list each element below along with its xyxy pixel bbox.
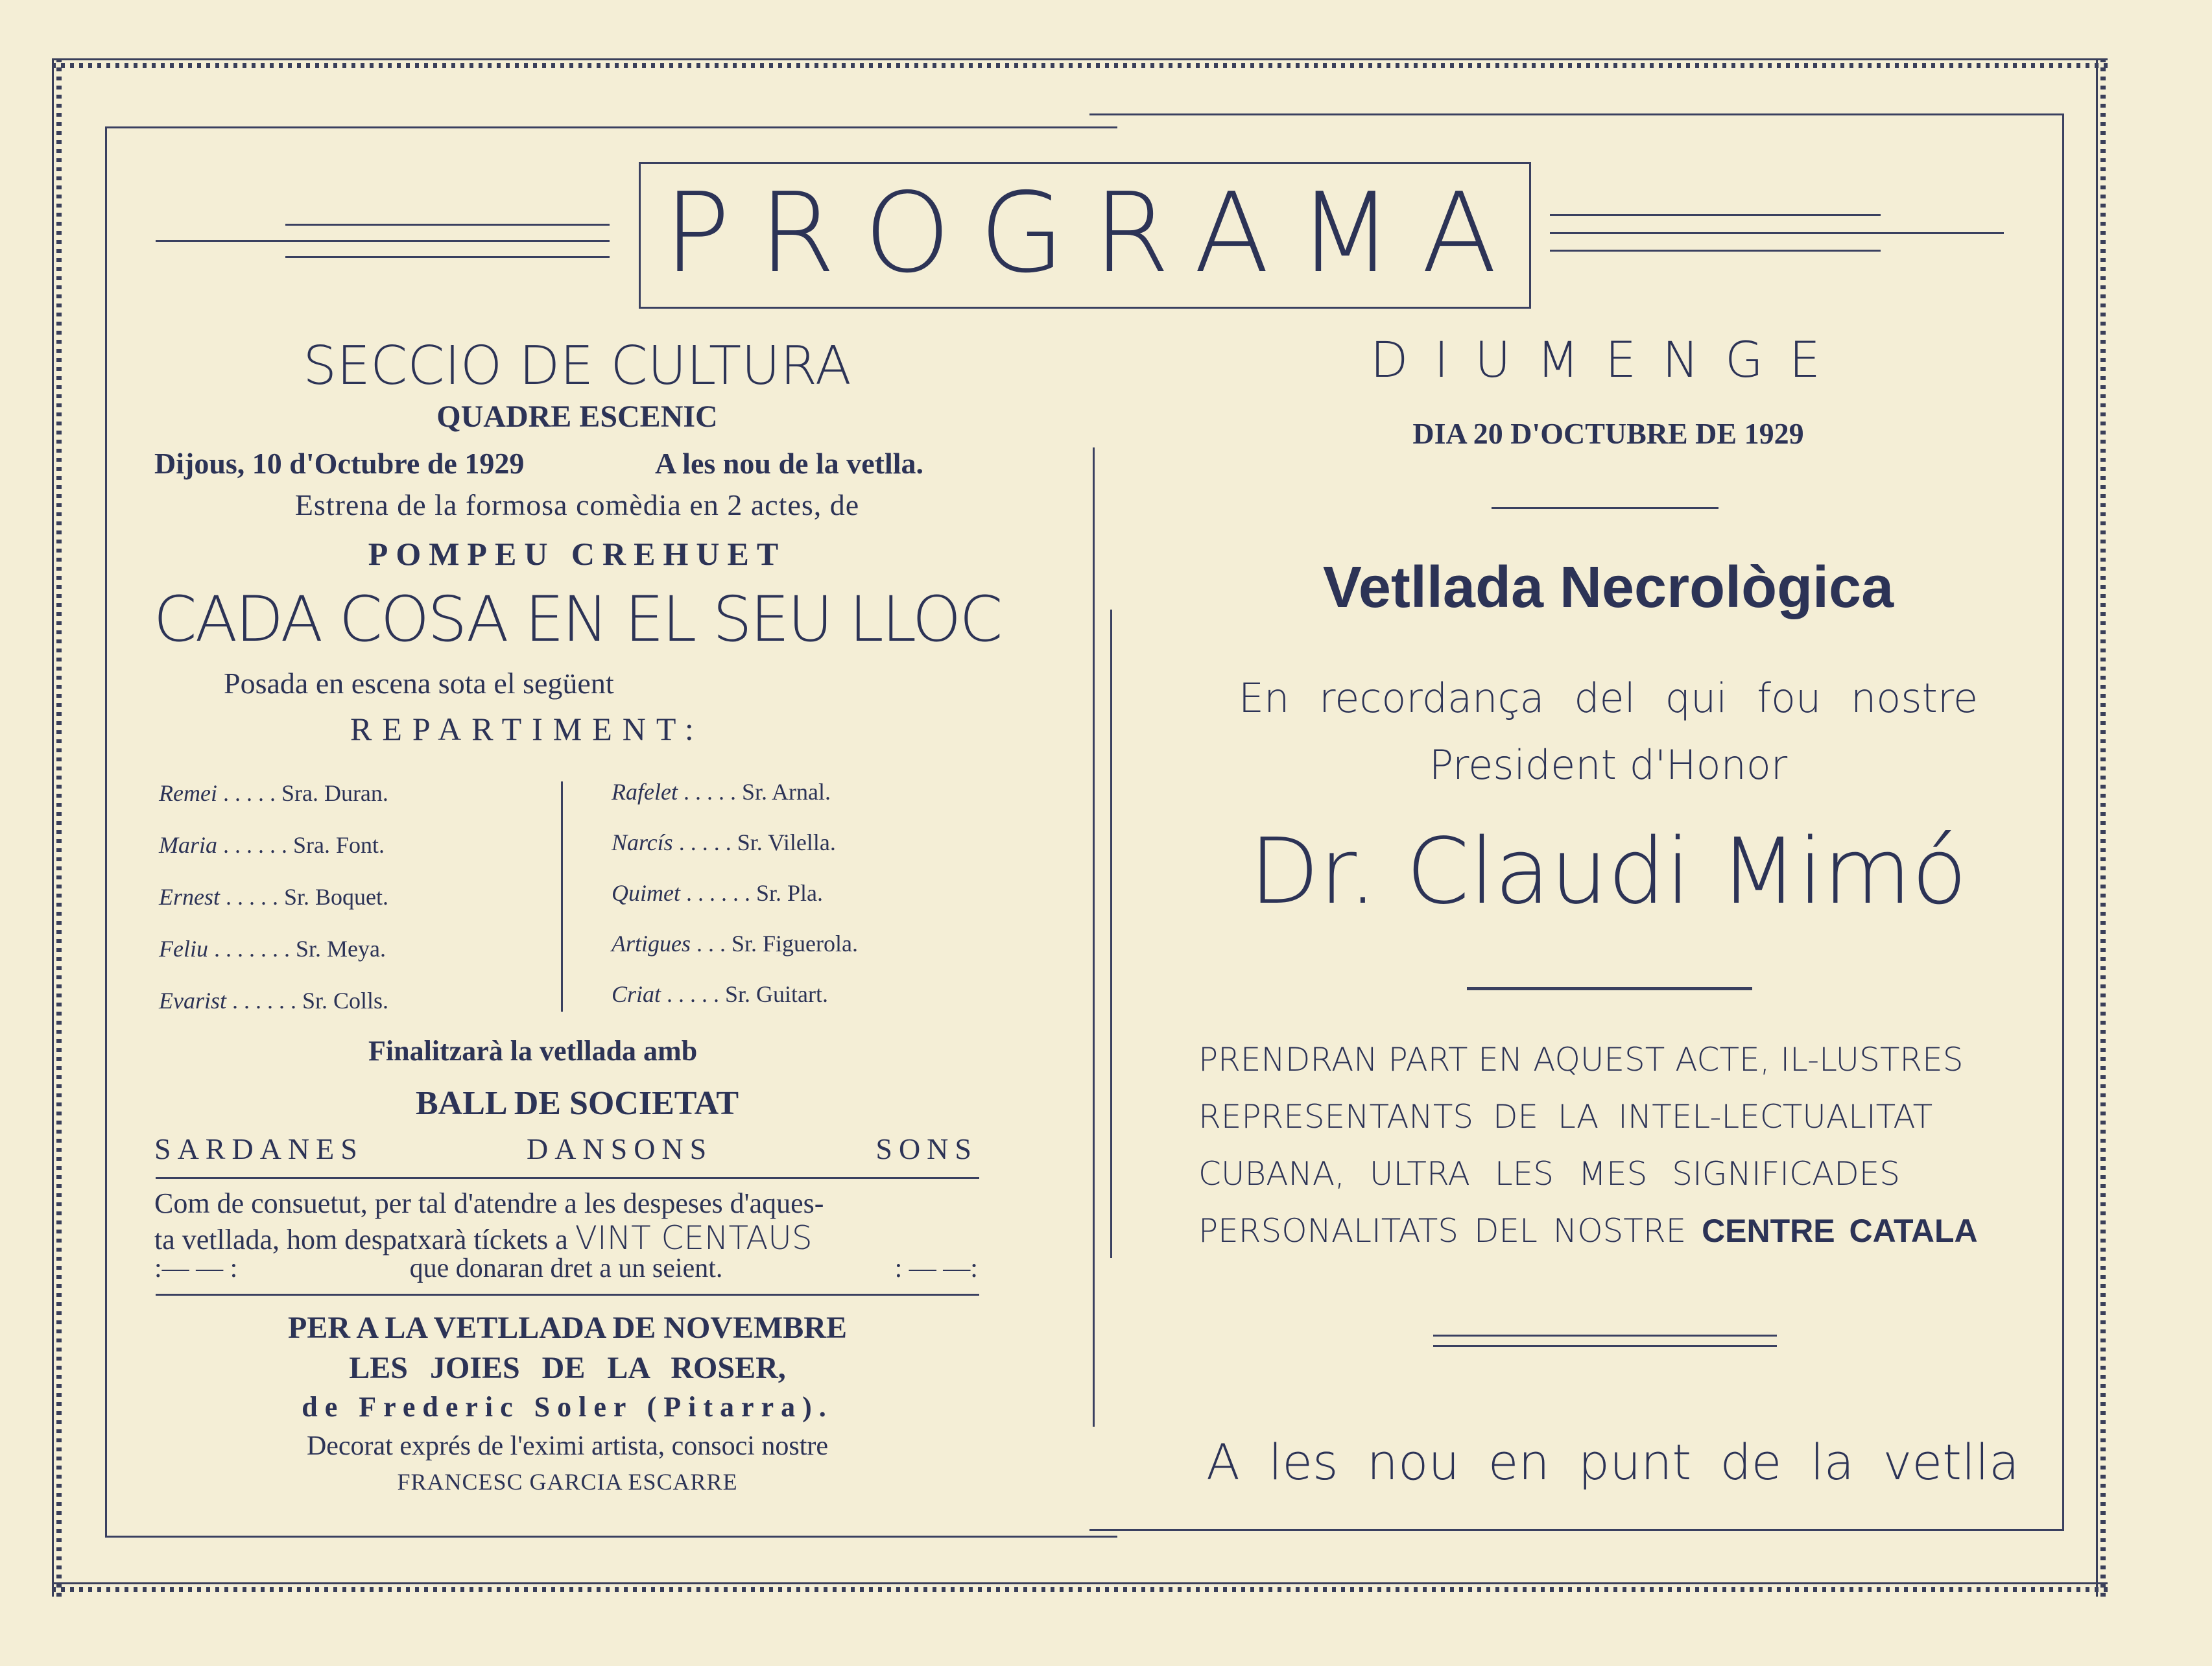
page-title: PROGRAMA (663, 169, 1526, 298)
finale-title: BALL DE SOCIETAT (415, 1085, 739, 1122)
cast-row (612, 879, 823, 907)
section-title: SECCIO DE CULTURA (303, 335, 851, 397)
cast-actor: Sr. Vilella. (737, 829, 836, 855)
dance-item: DANSONS (526, 1132, 713, 1165)
header-rule-left-3 (285, 256, 610, 258)
double-rule-top (1433, 1335, 1777, 1337)
cast-row (159, 935, 386, 962)
dance-item: SONS (875, 1132, 978, 1165)
participants-line: CUBANA, ULTRA LES MES SIGNIFICADES (1198, 1155, 1901, 1193)
cast-role: Ernest (159, 884, 220, 910)
center-fold-line (1093, 447, 1095, 1427)
participants-line: PRENDRAN PART EN AQUEST ACTE, IL-LUSTRES (1198, 1041, 1964, 1078)
cast-actor: Sra. Font. (293, 832, 385, 858)
border-right (2096, 58, 2110, 1597)
cast-role: Criat (612, 981, 661, 1007)
header-rule-right-1 (1550, 214, 1881, 216)
ticket-price: VINT CENTAUS (575, 1219, 813, 1257)
cast-row (612, 778, 831, 805)
memorial-line-2: President d'Honor (1429, 741, 1788, 789)
center-fold-line-2 (1110, 610, 1112, 1258)
ornament: : — —: (894, 1254, 978, 1283)
cast-role: Evarist (159, 988, 226, 1014)
cast-role: Narcís (612, 829, 673, 855)
cast-actor: Sr. Pla. (755, 880, 824, 906)
event-date-right: DIA 20 D'OCTUBRE DE 1929 (1412, 417, 1804, 450)
decor-credit: Decorat exprés de l'eximi artista, consoci nostre (306, 1431, 829, 1461)
cast-row (159, 987, 388, 1014)
cast-role: Maria (159, 832, 217, 858)
participants-block (1198, 1041, 2021, 1250)
tickets-line-2 (154, 1219, 984, 1257)
header-rule-right-3 (1550, 250, 1881, 252)
cast-dots: . . . . . (672, 829, 737, 855)
cast-actor: Sr. Guitart. (725, 981, 829, 1007)
cast-role: Feliu (159, 936, 208, 962)
border-bottom (52, 1582, 2108, 1597)
next-play-title: LES JOIES DE LA ROSER, (349, 1351, 786, 1385)
divider (1492, 507, 1718, 509)
cast-actor: Sra. Duran. (281, 780, 388, 806)
header-rule-right-2 (1550, 232, 2004, 234)
double-rule-bottom (1433, 1345, 1777, 1347)
cast-role: Artigues (612, 931, 691, 957)
cast-row (159, 779, 388, 807)
cast-dots: . . . . . (661, 981, 726, 1007)
cast-dots: . . . . . . (226, 988, 302, 1014)
finale-intro: Finalitzarà la vetllada amb (368, 1035, 698, 1067)
cast-row (612, 930, 858, 957)
tickets-line-3 (154, 1253, 978, 1284)
cast-dots: . . . . . (220, 884, 284, 910)
border-top (52, 58, 2108, 73)
cast-row (159, 883, 388, 910)
event-time-right: A les nou en punt de la vetlla (1206, 1433, 2019, 1491)
tickets-text: Com de consuetut, per tal d'atendre a les despeses d'aques- (154, 1187, 824, 1219)
premiere-line: Estrena de la formosa comèdia en 2 actes, de (294, 488, 860, 521)
divider (156, 1294, 979, 1296)
event-date: Dijous, 10 d'Octubre de 1929 (154, 447, 525, 480)
cast-heading: REPARTIMENT: (350, 711, 704, 747)
day-title: DIUMENGE (1370, 331, 1846, 388)
play-title: CADA COSA EN EL SEU LLOC (153, 583, 1001, 656)
cast-dots: . . . . . (217, 780, 281, 806)
cast-actor: Sr. Boquet. (284, 884, 389, 910)
centre-name: CENTRE CATALA (1702, 1213, 1978, 1249)
ornament: :— — : (154, 1254, 238, 1283)
tickets-text: que donaran dret a un seient. (409, 1254, 723, 1283)
event-title: Vetllada Necrològica (1322, 555, 1894, 620)
event-time: A les nou de la vetlla. (655, 447, 924, 480)
staging-line: Posada en escena sota el següent (224, 667, 614, 700)
subsection-title: QUADRE ESCENIC (436, 399, 718, 434)
cast-divider (561, 781, 563, 1012)
memorial-line-1: En recordança del qui fou nostre (1238, 674, 1979, 722)
next-event-heading: PER A LA VETLLADA DE NOVEMBRE (288, 1311, 847, 1345)
tickets-line-1 (154, 1187, 978, 1220)
cast-row (159, 831, 385, 859)
next-play-author: de Frederic Soler (Pitarra). (302, 1391, 833, 1423)
cast-dots: . . . . . . (680, 880, 756, 906)
cast-row (612, 981, 828, 1008)
cast-actor: Sr. Colls. (302, 988, 389, 1014)
honoree-name: Dr. Claudi Mimó (1249, 819, 1968, 925)
cast-dots: . . . . . . (217, 832, 293, 858)
cast-dots: . . . . . (677, 779, 742, 805)
header-rule-left-1 (285, 224, 610, 226)
divider (156, 1177, 979, 1179)
dances-row (154, 1132, 978, 1166)
cast-role: Quimet (612, 880, 680, 906)
cast-role: Rafelet (612, 779, 678, 805)
dance-item: SARDANES (154, 1132, 364, 1165)
cast-actor: Sr. Figuerola. (731, 931, 858, 957)
cast-role: Remei (159, 780, 217, 806)
participants-text: PERSONALITATS DEL NOSTRE (1198, 1212, 1702, 1250)
header-rule-left-2 (156, 240, 610, 242)
cast-actor: Sr. Meya. (295, 936, 386, 962)
participants-line: REPRESENTANTS DE LA INTEL-LECTUALITAT (1198, 1098, 1933, 1136)
border-left (52, 58, 66, 1597)
divider (1467, 987, 1752, 990)
cast-dots: . . . (691, 931, 731, 957)
cast-actor: Sr. Arnal. (741, 779, 831, 805)
tickets-text: ta vetllada, hom despatxarà tíckets a (154, 1224, 575, 1255)
participants-line (1198, 1212, 2021, 1250)
decor-artist: FRANCESC GARCIA ESCARRE (397, 1469, 738, 1495)
author-name: POMPEU CREHUET (368, 536, 787, 572)
cast-dots: . . . . . . . (208, 936, 296, 962)
cast-row (612, 829, 836, 856)
